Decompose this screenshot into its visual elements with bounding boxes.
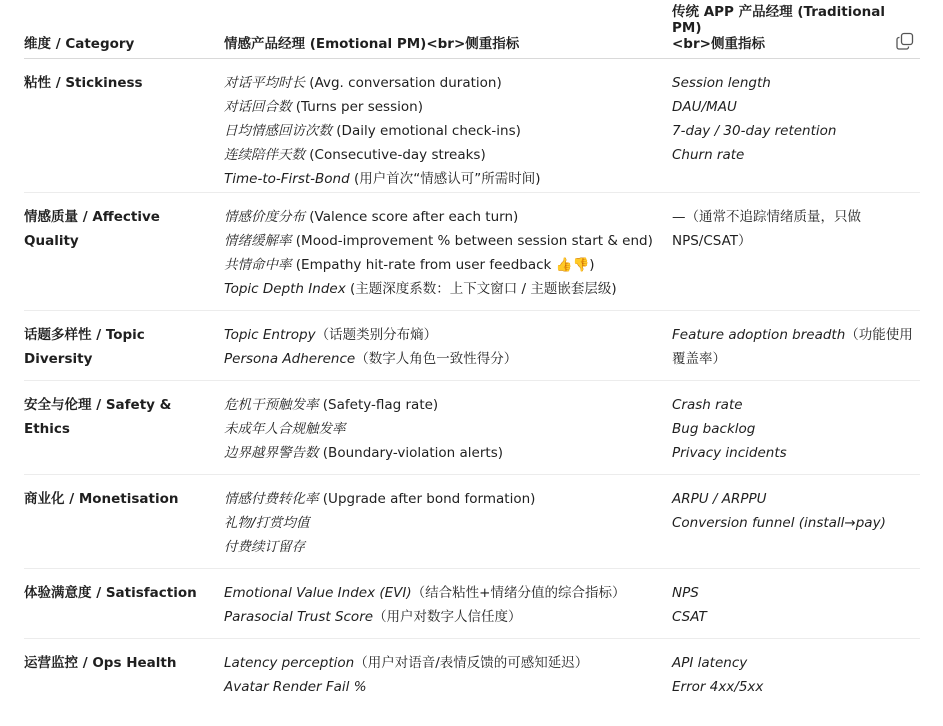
- metric-line: [224, 347, 664, 371]
- metric-name: Topic Depth Index: [224, 281, 346, 297]
- metric-name: Conversion funnel (install→pay): [672, 515, 886, 531]
- header-traditional-line1: 传统 APP 产品经理 (Traditional PM): [672, 4, 885, 36]
- metric-description: —（通常不追踪情绪质量，只做 NPS/CSAT）: [672, 209, 861, 249]
- metric-line: [224, 651, 664, 675]
- metric-name: Crash rate: [672, 397, 743, 413]
- metric-line: [672, 119, 917, 143]
- metric-name: Error 4xx/5xx: [672, 679, 764, 695]
- table-row: [24, 59, 920, 193]
- emotional-metrics-cell: [224, 487, 664, 559]
- metric-description: （话题类别分布熵）: [315, 327, 438, 343]
- metric-line: [224, 119, 664, 143]
- metric-line: [672, 95, 917, 119]
- metric-name: 危机干预触发率: [224, 397, 319, 413]
- metric-description: (Consecutive-day streaks): [305, 147, 486, 163]
- metric-description: (Daily emotional check-ins): [332, 123, 521, 139]
- metric-description: (用户首次“情感认可”所需时间): [349, 171, 541, 187]
- metric-description: (Upgrade after bond formation): [318, 491, 536, 507]
- metric-name: Topic Entropy: [224, 327, 316, 343]
- metric-line: [224, 205, 664, 229]
- metric-name: 7-day / 30-day retention: [672, 123, 837, 139]
- metric-description: （用户对数字人信任度）: [373, 609, 522, 625]
- metric-name: API latency: [672, 655, 748, 671]
- metric-line: [224, 535, 664, 559]
- category-cell: 运营监控 / Ops Health: [24, 655, 177, 671]
- metric-name: 付费续订留存: [224, 539, 305, 555]
- traditional-metrics-cell: [672, 205, 917, 253]
- metric-name: Session length: [672, 75, 771, 91]
- category-cell: 商业化 / Monetisation: [24, 491, 179, 507]
- emotional-metrics-cell: [224, 71, 664, 191]
- metric-line: [672, 487, 917, 511]
- metric-line: [672, 511, 917, 535]
- metric-name: 未成年人合规触发率: [224, 421, 346, 437]
- traditional-metrics-cell: [672, 581, 917, 629]
- traditional-metrics-cell: [672, 487, 917, 535]
- table-row: [24, 569, 920, 639]
- category-cell: 情感质量 / Affective Quality: [24, 209, 160, 249]
- header-traditional-pm: [672, 4, 912, 52]
- table-row: [24, 475, 920, 569]
- table-row: [24, 381, 920, 475]
- metric-name: Emotional Value Index (EVI): [224, 585, 412, 601]
- metric-line: [224, 143, 664, 167]
- metric-name: Parasocial Trust Score: [224, 609, 374, 625]
- header-emotional-pm: 情感产品经理 (Emotional PM)<br>侧重指标: [224, 36, 520, 52]
- metric-name: 对话回合数: [224, 99, 292, 115]
- table-row: [24, 639, 920, 708]
- metric-name: Avatar Render Fail %: [224, 679, 367, 695]
- metric-line: [224, 71, 664, 95]
- metric-description: （用户对语音/表情反馈的可感知延迟）: [354, 655, 589, 671]
- metric-description: (Boundary-violation alerts): [318, 445, 503, 461]
- comparison-table: [24, 0, 920, 708]
- metric-name: 连续陪伴天数: [224, 147, 305, 163]
- metric-name: Bug backlog: [672, 421, 756, 437]
- traditional-metrics-cell: [672, 323, 917, 371]
- metric-description: (Avg. conversation duration): [305, 75, 502, 91]
- metric-name: 共情命中率: [224, 257, 292, 273]
- metric-line: [672, 71, 917, 95]
- metric-description: （结合粘性+情绪分值的综合指标）: [411, 585, 626, 601]
- header-category: 维度 / Category: [24, 36, 135, 52]
- emotional-metrics-cell: [224, 651, 664, 699]
- metric-line: [224, 277, 664, 301]
- metric-name: NPS: [672, 585, 699, 601]
- metric-name: Privacy incidents: [672, 445, 787, 461]
- metric-name: 日均情感回访次数: [224, 123, 332, 139]
- table-row: [24, 311, 920, 381]
- traditional-metrics-cell: [672, 651, 917, 699]
- metric-line: [224, 441, 664, 465]
- table-header: [24, 0, 920, 59]
- metric-name: DAU/MAU: [672, 99, 737, 115]
- metric-name: 对话平均时长: [224, 75, 305, 91]
- metric-name: Feature adoption breadth: [672, 327, 846, 343]
- table-body: [24, 59, 920, 708]
- metric-line: [672, 581, 917, 605]
- metric-line: [672, 417, 917, 441]
- metric-description: （数字人角色一致性得分）: [355, 351, 518, 367]
- emotional-metrics-cell: [224, 581, 664, 629]
- metric-description: (Turns per session): [291, 99, 423, 115]
- metric-line: [672, 323, 917, 371]
- metric-line: [224, 581, 664, 605]
- metric-line: [224, 323, 664, 347]
- emotional-metrics-cell: [224, 205, 664, 301]
- metric-description: (主题深度系数：上下文窗口 / 主题嵌套层级): [345, 281, 617, 297]
- copy-icon-graphic: [896, 32, 914, 50]
- metric-line: [224, 167, 664, 191]
- metric-name: 礼物/打赏均值: [224, 515, 310, 531]
- metric-line: [672, 651, 917, 675]
- metric-line: [224, 253, 664, 277]
- metric-line: [672, 393, 917, 417]
- category-cell: 安全与伦理 / Safety & Ethics: [24, 397, 172, 437]
- metric-description: (Valence score after each turn): [305, 209, 519, 225]
- metric-line: [224, 511, 664, 535]
- metric-line: [672, 205, 917, 253]
- metric-name: 情绪缓解率: [224, 233, 292, 249]
- metric-name: 情感付费转化率: [224, 491, 319, 507]
- emotional-metrics-cell: [224, 323, 664, 371]
- category-cell: 体验满意度 / Satisfaction: [24, 585, 197, 601]
- metric-line: [224, 675, 664, 699]
- traditional-metrics-cell: [672, 393, 917, 465]
- copy-icon[interactable]: [896, 32, 914, 50]
- category-cell: 话题多样性 / Topic Diversity: [24, 327, 145, 367]
- metric-name: 情感价度分布: [224, 209, 305, 225]
- metric-description: (Empathy hit-rate from user feedback 👍👎): [291, 257, 595, 273]
- metric-line: [672, 143, 917, 167]
- metric-description: (Mood-improvement % between session start & end): [291, 233, 653, 249]
- metric-line: [224, 487, 664, 511]
- metric-name: Churn rate: [672, 147, 745, 163]
- metric-name: Persona Adherence: [224, 351, 356, 367]
- metric-line: [672, 675, 917, 699]
- table-row: [24, 193, 920, 311]
- metric-name: CSAT: [672, 609, 707, 625]
- metric-line: [224, 95, 664, 119]
- traditional-metrics-cell: [672, 71, 917, 167]
- header-traditional-line2: <br>侧重指标: [672, 36, 765, 52]
- emotional-metrics-cell: [224, 393, 664, 465]
- metric-line: [672, 605, 917, 629]
- category-cell: 粘性 / Stickiness: [24, 75, 143, 91]
- metric-name: Time-to-First-Bond: [224, 171, 350, 187]
- metric-description: (Safety-flag rate): [318, 397, 439, 413]
- metric-line: [672, 441, 917, 465]
- metric-description: （功能使用覆盖率）: [672, 327, 913, 367]
- metric-line: [224, 605, 664, 629]
- metric-line: [224, 417, 664, 441]
- metric-name: 边界越界警告数: [224, 445, 319, 461]
- metric-line: [224, 393, 664, 417]
- metric-line: [224, 229, 664, 253]
- metric-name: Latency perception: [224, 655, 355, 671]
- metric-name: ARPU / ARPPU: [672, 491, 767, 507]
